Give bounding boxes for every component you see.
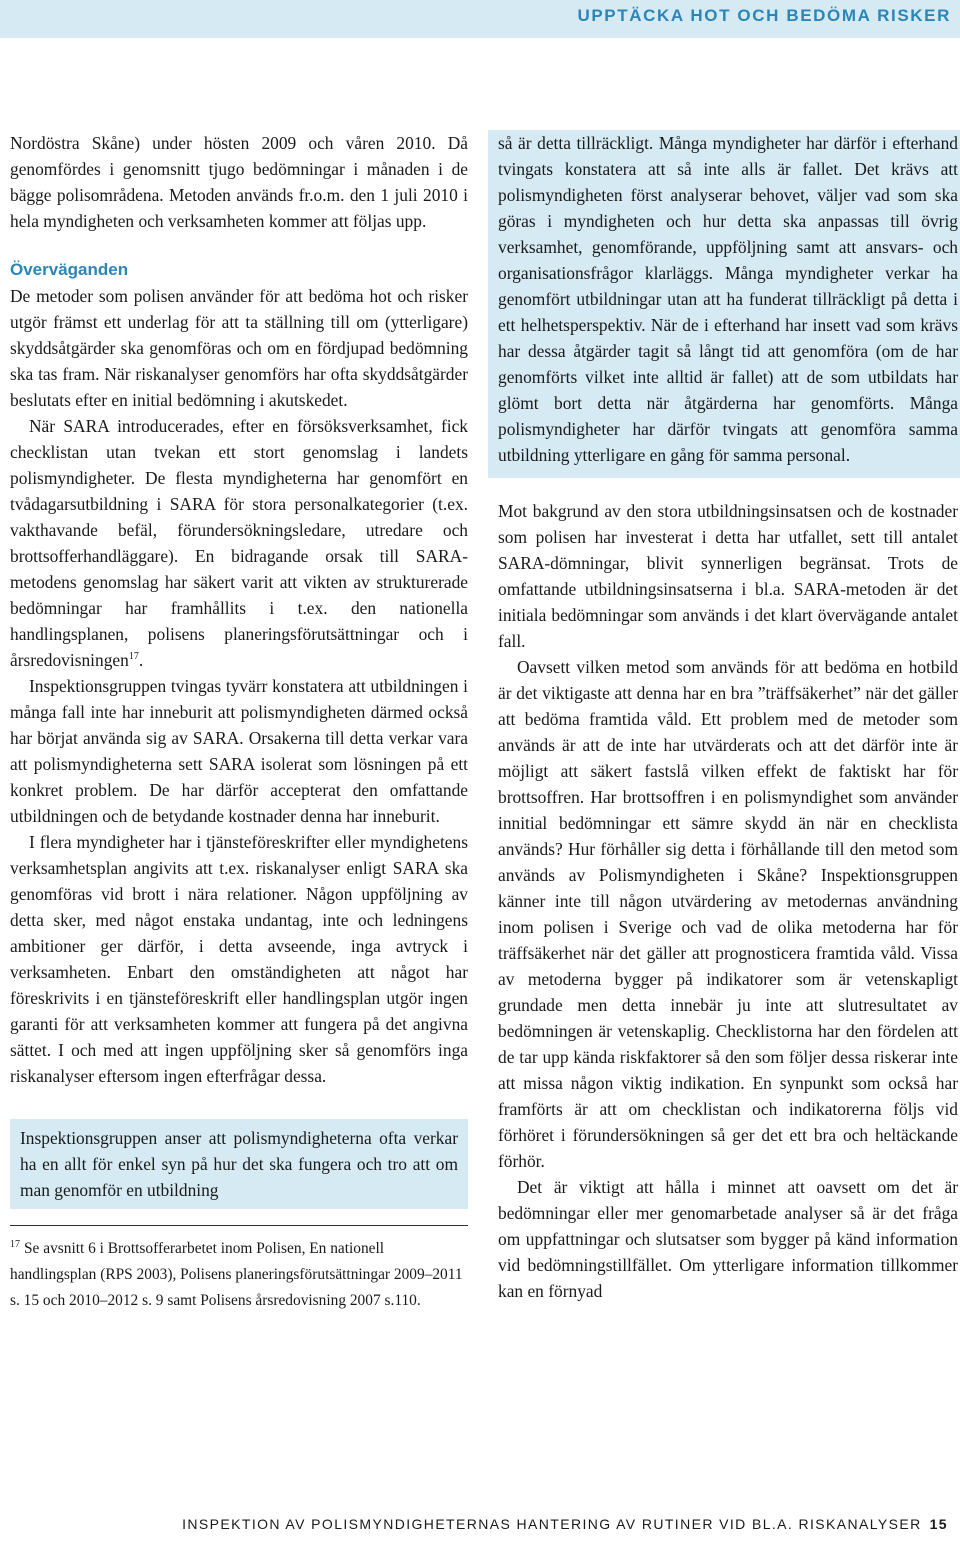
header-band	[0, 0, 960, 38]
paragraph-with-footnote	[10, 413, 468, 673]
highlight-text: Inspektionsgruppen anser att polismyndigheterna ofta verkar ha en allt för enkel syn på hur det ska fungera och tro att om man genomför en utbildning	[20, 1128, 458, 1200]
paragraph: De metoder som polisen använder för att bedöma hot och risker utgör främst ett underlag för att ta ställning till om (ytterligare) skyddsåtgärder ska genomföras och om en fördjupad bedömning ska tas fram. När riskanalyser genomförs har ofta skyddsåtgärder beslutats efter en initial bedömning i akutskedet.	[10, 286, 468, 410]
highlight-box-continued	[488, 130, 960, 478]
paragraph: Mot bakgrund av den stora utbildningsinsatsen och de kostnader som polisen har investerat i detta har utfallet, sett till antalet SARA-dömningar, blivit synnerligen begränsat. Trots de omfattande utbildningsinsatserna i bl.a. SARA-metoden är det initiala bedömningar som används i det klart övervägande antalet fall.	[498, 501, 958, 651]
footnote-text: Se avsnitt 6 i Brottsofferarbetet inom Polisen, En nationell handlingsplan (RPS 2003), Polisens planeringsförutsättningar 2009–2011 s. 15 och 2010–2012 s. 9 samt Polisens årsredovisning 2007 s.110.	[10, 1240, 463, 1310]
subheading: Överväganden	[10, 260, 129, 279]
paragraph-text: När SARA introducerades, efter en försöksverksamhet, fick checklistan utan tvekan ett stort genomslag i landets polismyndigheter. De flesta myndigheterna har genomfört en tvådagarsutbildning i SARA för stora personalkategorier (t.ex. vakthavande befäl, förundersökningsledare, utredare och brottsofferhandläggare). En bidragande orsak till SARA-metodens genomslag har säkert varit att vikten av strukturerade bedömningar har framhållits i t.ex. den nationella handlingsplanen, polisens planeringsförutsättningar och i årsredovisningen	[10, 416, 468, 670]
right-column	[498, 130, 958, 1304]
highlight-text: så är detta tillräckligt. Många myndigheter har därför i efterhand tvingats konstatera att så inte alls är fallet. Det krävs att polismyndigheten först analyserar behovet, väljer vad som ska göras i myndigheten och hur detta ska anpassas till övrig verksamhet, genomförande, uppföljning samt att ansvars- och organisationsfrågor klarläggs. Många myndigheter verkar ha genomfört utbildningar utan att ha funderat tillräckligt på detta i ett helhetsperspektiv. När de i efterhand har insett vad som krävs har dessa åtgärder tagit så långt tid att genomföra (om de har genomförts vilket inte alltid är fallet) att de som utbildats har glömt bort detta när åtgärderna har genomförts. Många polismyndigheter har därför tvingats att genomföra samma utbildning ytterligare en gång för samma personal.	[498, 133, 958, 465]
paragraph: I flera myndigheter har i tjänsteföreskrifter eller myndighetens verksamhetsplan angivits att t.ex. riskanalyser enligt SARA ska genomföras vid brott i nära relationer. Någon uppföljning av detta sker, med något enstaka undantag, inte och ledningens ambitioner ger därför, i detta avseende, inga avtryck i verksamheten. Enbart den omständigheten att något har föreskrivits i en tjänsteföreskrift eller handlingsplan utgör ingen garanti för att verksamheten kommer att fungera på det angivna sättet. I och med att ingen uppföljning sker så genomförs inga riskanalyser eftersom ingen efterfrågar dessa.	[10, 832, 468, 1086]
paragraph-end: .	[138, 650, 144, 670]
section-title: UPPTÄCKA HOT OCH BEDÖMA RISKER	[577, 6, 951, 25]
footnote-divider	[10, 1225, 468, 1226]
intro-paragraph: Nordöstra Skåne) under hösten 2009 och våren 2010. Då genomfördes i genomsnitt tjugo bedömningar i månaden i de bägge polisområdena. Metoden används fr.o.m. den 1 juli 2010 i hela myndigheten och verksamheten kommer att följas upp.	[10, 133, 468, 231]
page-footer	[182, 1516, 948, 1532]
footnote-number: 17	[10, 1239, 20, 1250]
footnote-ref: 17	[128, 651, 139, 663]
paragraph: Det är viktigt att hålla i minnet att oavsett om det är bedömningar eller mer genomarbetade analyser så är det fråga om uppfattningar och slutsatser som bygger på känd information vid bedömningstillfället. Om ytterligare information tillkommer kan en förnyad	[498, 1177, 958, 1301]
footer-title: INSPEKTION AV POLISMYNDIGHETERNAS HANTERING AV RUTINER VID BL.A. RISKANALYSER	[182, 1516, 922, 1532]
page-number: 15	[929, 1516, 948, 1532]
paragraph: Oavsett vilken metod som används för att bedöma en hotbild är det viktigaste att denna har en bra ”träffsäkerhet” när det gäller att bedöma framtida våld. Ett problem med de metoder som används är att de inte har utvärderats och att det därför inte är möjligt att säkert fastslå vilken effekt de faktiskt har för brottsoffren. Har brottsoffren i en polismyndighet som använder innitial bedömningar ett sämre skydd än när en checklista används? Hur förhåller sig detta i förhållande till den metod som används av Polismyndigheten i Skåne? Inspektionsgruppen känner inte till någon utvärdering av metodernas användning inom polisen i Sverige och vad de olika metoderna har för träffsäkerhet när det gäller att prognosticera framtida våld. Vissa av metoderna bygger på indikatorer som är vetenskapligt grundade men detta innebär ju inte att slutresultatet av bedömningen är vetenskaplig. Checklistorna har den fördelen att de tar upp kända riskfaktorer så den som följer dessa riskerar inte att missa någon viktig indikation. En synpunkt som också har framförts är att om checklistan och indikatorerna följs vid förhöret i förundersökningen så ger det ett bra och heltäckande förhör.	[498, 657, 958, 1171]
left-column	[10, 130, 468, 1314]
highlight-box	[10, 1119, 468, 1209]
footnote	[10, 1232, 468, 1314]
paragraph: Inspektionsgruppen tvingas tyvärr konstatera att utbildningen i många fall inte har inneburit att polismyndigheten därmed också har börjat använda sig av SARA. Orsakerna till detta verkar vara att polismyndigheterna sett SARA isolerat som lösningen på ett konkret problem. De har därför accepterat den omfattande utbildningen och de betydande kostnader denna har inneburit.	[10, 676, 468, 826]
